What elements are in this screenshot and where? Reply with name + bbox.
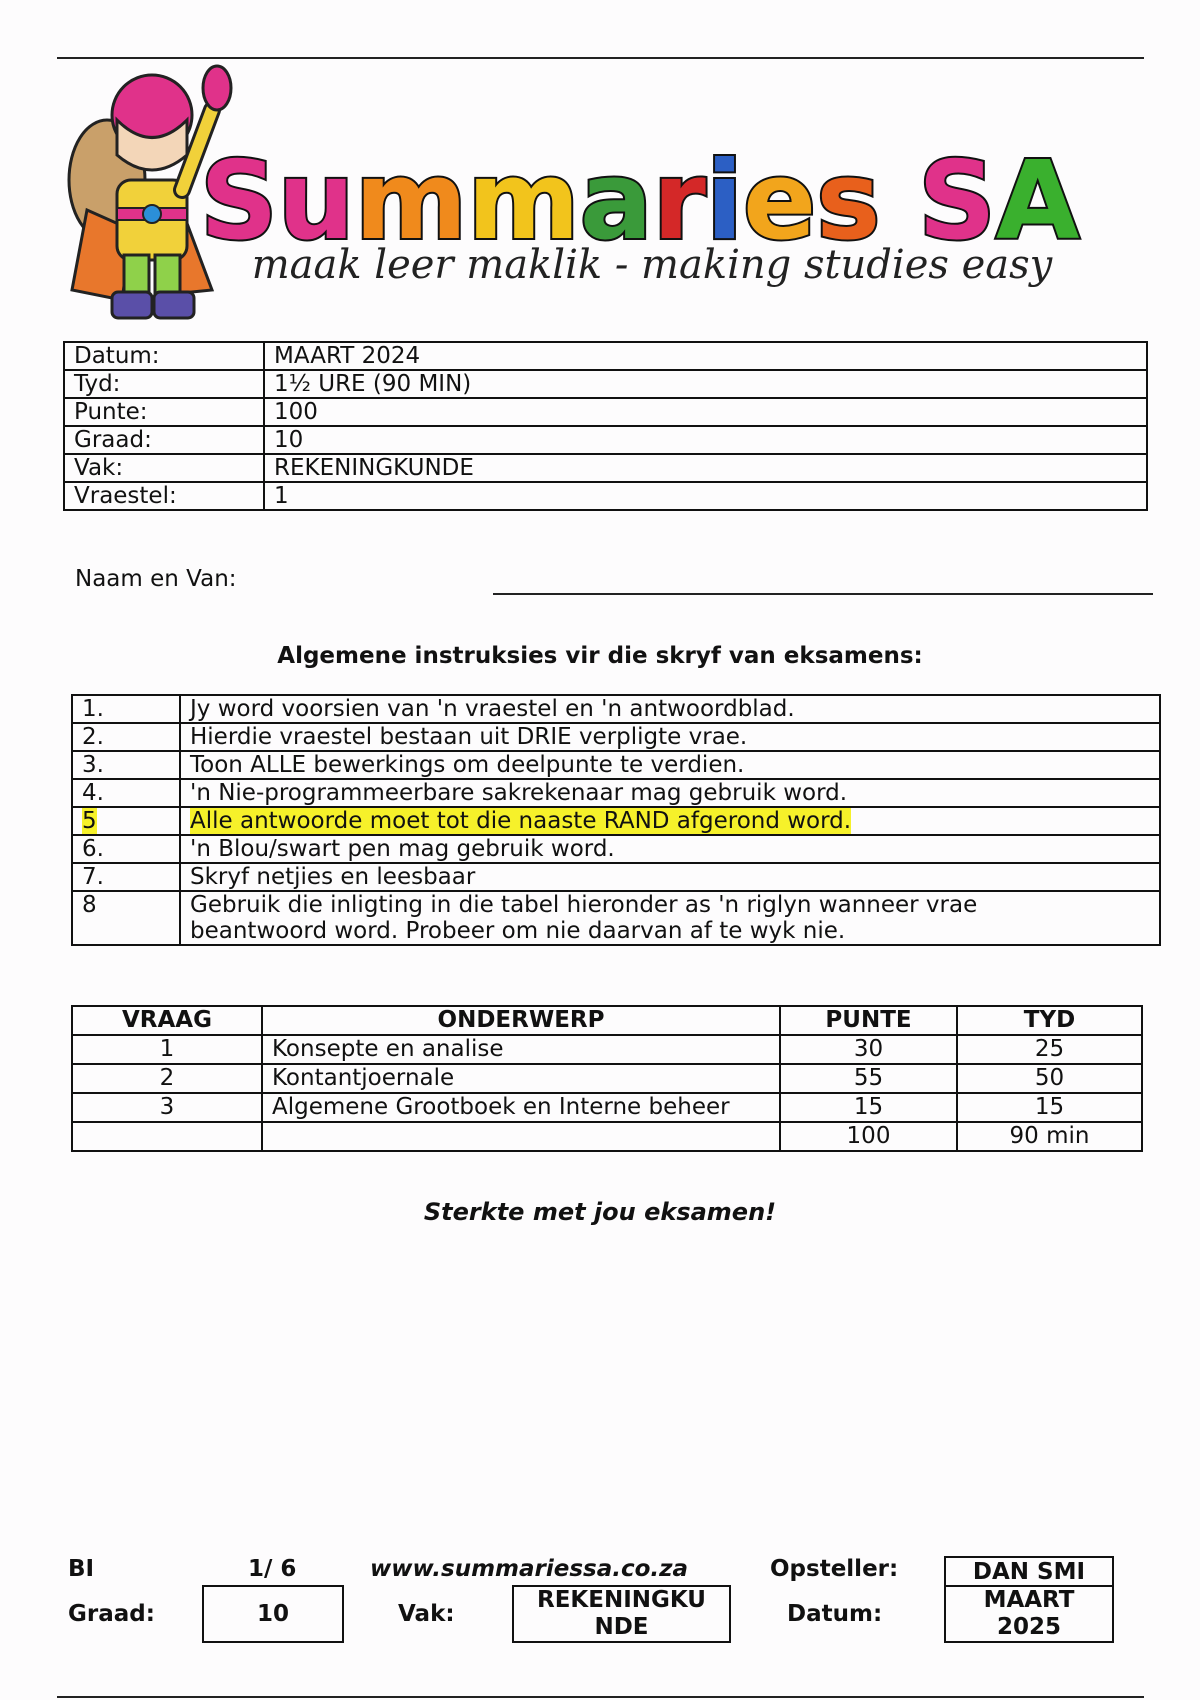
instruction-row bbox=[72, 695, 1160, 723]
name-input-line[interactable] bbox=[493, 593, 1153, 595]
instruction-number bbox=[72, 779, 180, 807]
header-onderwerp: ONDERWERP bbox=[262, 1006, 780, 1035]
question-row bbox=[72, 1122, 1142, 1151]
question-topic: Konsepte en analise bbox=[262, 1035, 780, 1064]
name-label: Naam en Van: bbox=[75, 566, 237, 592]
question-topic bbox=[262, 1122, 780, 1151]
instruction-text-line: 'n Blou/swart pen mag gebruik word. bbox=[190, 836, 615, 862]
instruction-row bbox=[72, 891, 1160, 945]
footer-graad-label: Graad: bbox=[68, 1601, 155, 1627]
footer-page-number: 1/ 6 bbox=[248, 1556, 297, 1582]
info-row bbox=[64, 482, 1147, 510]
question-marks: 100 bbox=[780, 1122, 957, 1151]
question-topic: Kontantjoernale bbox=[262, 1064, 780, 1093]
logo-tagline: maak leer maklik - making studies easy bbox=[251, 242, 1053, 288]
bottom-rule bbox=[57, 1696, 1144, 1698]
info-value: 10 bbox=[264, 426, 1147, 454]
footer-bl: BI bbox=[68, 1556, 95, 1582]
question-table bbox=[71, 1005, 1143, 1152]
instruction-text bbox=[180, 891, 1160, 945]
instructions-table bbox=[71, 694, 1161, 946]
question-number: 2 bbox=[72, 1064, 262, 1093]
instruction-text bbox=[180, 807, 1160, 835]
footer-opsteller-value: DAN SMI bbox=[972, 1559, 1086, 1585]
info-value: REKENINGKUNDE bbox=[264, 454, 1147, 482]
question-time: 90 min bbox=[957, 1122, 1142, 1151]
instruction-text-line: 'n Nie-programmeerbare sakrekenaar mag gebruik word. bbox=[190, 780, 848, 806]
exam-info-table bbox=[63, 341, 1148, 511]
instruction-text bbox=[180, 751, 1160, 779]
info-value: 1½ URE (90 MIN) bbox=[264, 370, 1147, 398]
footer-opsteller-label: Opsteller: bbox=[770, 1556, 899, 1582]
instruction-text bbox=[180, 863, 1160, 891]
top-rule bbox=[57, 57, 1144, 59]
question-number: 3 bbox=[72, 1093, 262, 1122]
instruction-number-text: 3. bbox=[82, 752, 104, 778]
question-marks: 30 bbox=[780, 1035, 957, 1064]
instruction-number bbox=[72, 891, 180, 945]
footer-datum-value-line2: 2025 bbox=[996, 1614, 1061, 1640]
instruction-number-text: 7. bbox=[82, 864, 104, 890]
info-row bbox=[64, 342, 1147, 370]
closing-message: Sterkte met jou eksamen! bbox=[423, 1198, 777, 1226]
footer-graad-value: 10 bbox=[256, 1601, 289, 1627]
summaries-sa-logo bbox=[62, 60, 1152, 325]
instruction-row bbox=[72, 807, 1160, 835]
instruction-number-text: 5 bbox=[82, 808, 97, 834]
instruction-text-line: Skryf netjies en leesbaar bbox=[190, 864, 476, 890]
instruction-number bbox=[72, 807, 180, 835]
info-label: Vak: bbox=[64, 454, 264, 482]
info-label: Tyd: bbox=[64, 370, 264, 398]
question-row bbox=[72, 1035, 1142, 1064]
info-label: Datum: bbox=[64, 342, 264, 370]
info-value: 100 bbox=[264, 398, 1147, 426]
instruction-row bbox=[72, 723, 1160, 751]
instruction-number-text: 6. bbox=[82, 836, 104, 862]
instruction-number bbox=[72, 695, 180, 723]
instruction-text-line: Gebruik die inligting in die tabel hieronder as 'n riglyn wanneer vrae bbox=[190, 892, 978, 918]
footer-vak-box bbox=[512, 1585, 731, 1643]
question-number bbox=[72, 1122, 262, 1151]
instruction-number bbox=[72, 723, 180, 751]
header-vraag: VRAAG bbox=[72, 1006, 262, 1035]
info-value: MAART 2024 bbox=[264, 342, 1147, 370]
svg-text:Summaries SA: Summaries SA bbox=[200, 139, 1080, 264]
info-label: Graad: bbox=[64, 426, 264, 454]
info-value: 1 bbox=[264, 482, 1147, 510]
question-number: 1 bbox=[72, 1035, 262, 1064]
instruction-number-text: 1. bbox=[82, 696, 104, 722]
instruction-number-text: 4. bbox=[82, 780, 104, 806]
footer-datum-box bbox=[944, 1585, 1114, 1643]
header-punte: PUNTE bbox=[780, 1006, 957, 1035]
info-label: Vraestel: bbox=[64, 482, 264, 510]
question-time: 50 bbox=[957, 1064, 1142, 1093]
instruction-number bbox=[72, 863, 180, 891]
instruction-number-text: 2. bbox=[82, 724, 104, 750]
instruction-number bbox=[72, 751, 180, 779]
instruction-text-line: Toon ALLE bewerkings om deelpunte te verdien. bbox=[190, 752, 745, 778]
header-tyd: TYD bbox=[957, 1006, 1142, 1035]
footer-website[interactable]: www.summariessa.co.za bbox=[370, 1556, 689, 1582]
question-row bbox=[72, 1093, 1142, 1122]
instruction-text-line: Hierdie vraestel bestaan uit DRIE verpligte vrae. bbox=[190, 724, 748, 750]
footer-datum-value-line1: MAART bbox=[983, 1587, 1075, 1613]
footer-vak-value-line1: REKENINGKU bbox=[537, 1587, 706, 1613]
instruction-text bbox=[180, 835, 1160, 863]
info-row bbox=[64, 454, 1147, 482]
question-marks: 55 bbox=[780, 1064, 957, 1093]
instruction-text bbox=[180, 779, 1160, 807]
instruction-number bbox=[72, 835, 180, 863]
question-row bbox=[72, 1064, 1142, 1093]
instruction-text bbox=[180, 723, 1160, 751]
footer-datum-label: Datum: bbox=[787, 1601, 883, 1627]
question-table-header-row bbox=[72, 1006, 1142, 1035]
question-marks: 15 bbox=[780, 1093, 957, 1122]
instruction-text-line: Jy word voorsien van 'n vraestel en 'n antwoordblad. bbox=[190, 696, 795, 722]
question-time: 15 bbox=[957, 1093, 1142, 1122]
instruction-text bbox=[180, 695, 1160, 723]
question-topic: Algemene Grootboek en Interne beheer bbox=[262, 1093, 780, 1122]
instruction-row bbox=[72, 779, 1160, 807]
instruction-row bbox=[72, 835, 1160, 863]
info-row bbox=[64, 398, 1147, 426]
instruction-text-line: Alle antwoorde moet tot die naaste RAND afgerond word. bbox=[190, 808, 852, 834]
instruction-row bbox=[72, 751, 1160, 779]
question-time: 25 bbox=[957, 1035, 1142, 1064]
info-row bbox=[64, 370, 1147, 398]
footer-vak-label: Vak: bbox=[398, 1601, 455, 1627]
instruction-number-text: 8 bbox=[82, 892, 97, 918]
footer-vak-value-line2: NDE bbox=[594, 1614, 649, 1640]
instruction-text-line: beantwoord word. Probeer om nie daarvan af te wyk nie. bbox=[190, 918, 846, 944]
info-row bbox=[64, 426, 1147, 454]
footer-graad-box bbox=[202, 1585, 344, 1643]
instructions-heading: Algemene instruksies vir die skryf van eksamens: bbox=[277, 643, 923, 669]
instruction-row bbox=[72, 863, 1160, 891]
footer-opsteller-box bbox=[944, 1556, 1114, 1588]
info-label: Punte: bbox=[64, 398, 264, 426]
